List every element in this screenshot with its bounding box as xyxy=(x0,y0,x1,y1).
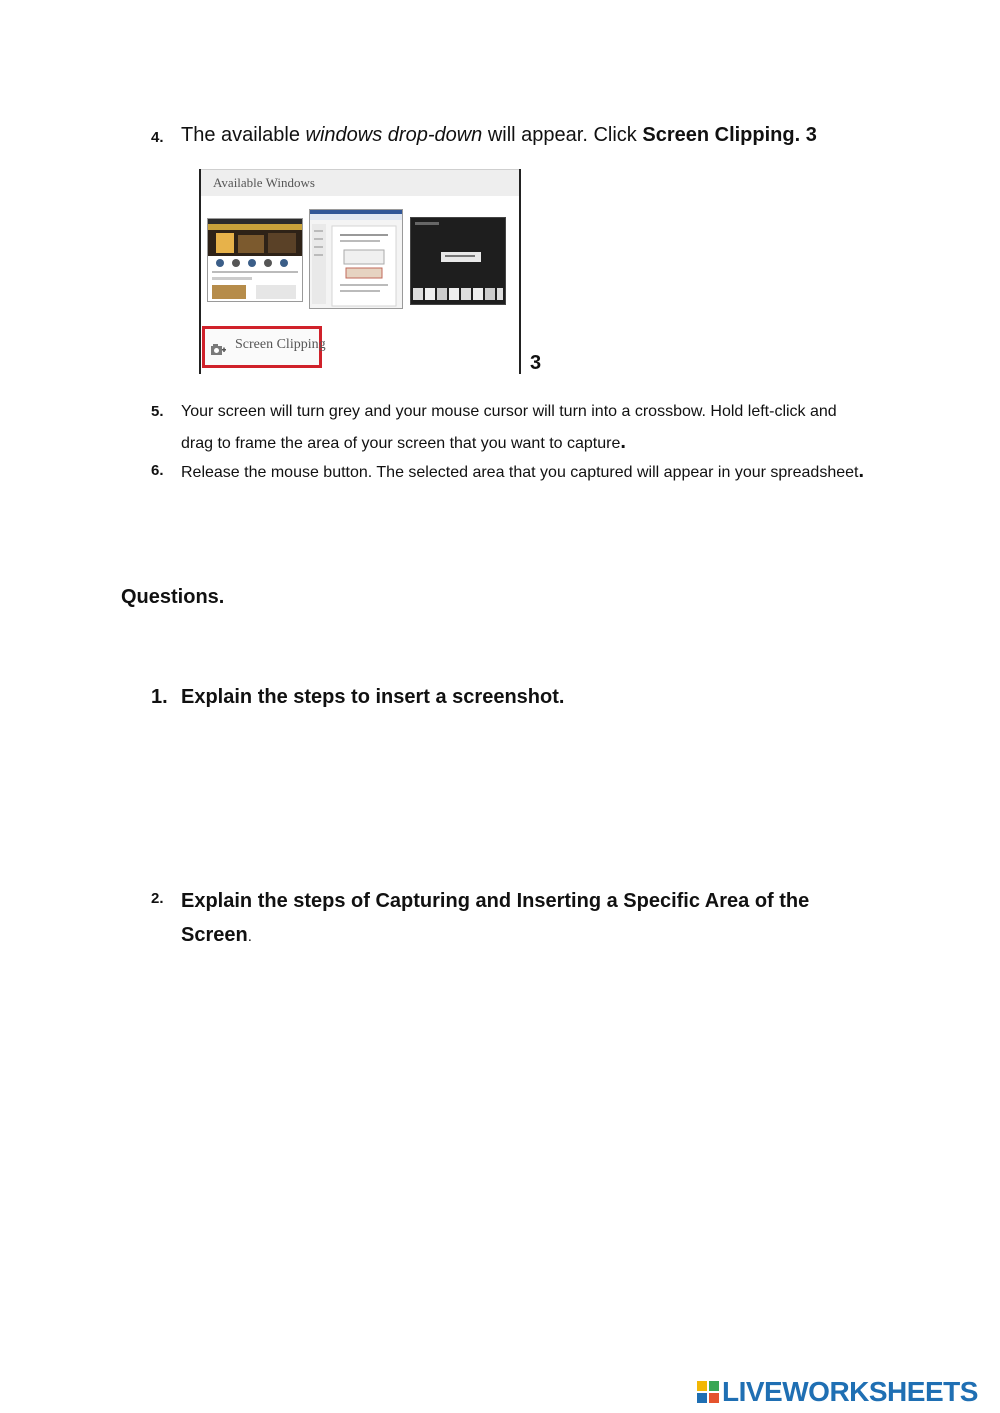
liveworksheets-logo-icon xyxy=(697,1381,719,1403)
question-text xyxy=(181,884,861,954)
available-windows-title: Available Windows xyxy=(213,175,315,190)
question-text: Explain the steps to insert a screenshot. xyxy=(181,686,565,708)
step-text-bold: Screen Clipping. 3 xyxy=(642,124,817,146)
window-thumbnail-dark-app xyxy=(410,217,506,305)
step-text-start: The available xyxy=(181,124,306,146)
questions-heading: Questions. xyxy=(121,586,225,608)
window-thumbnail-document xyxy=(309,209,403,309)
step-number: 6. xyxy=(151,462,164,479)
step-text xyxy=(181,456,871,488)
website-thumbnail-image xyxy=(208,219,302,301)
question-number: 1. xyxy=(151,686,168,708)
figure-right-border xyxy=(519,169,521,374)
question-end: . xyxy=(247,928,252,945)
step-text xyxy=(181,397,871,459)
figure-step-number: 3 xyxy=(530,352,542,374)
step-body: Release the mouse button. The selected area that you captured will appear in your spreadsheet xyxy=(181,464,859,481)
figure-left-border xyxy=(199,169,201,374)
available-windows-screenshot xyxy=(199,169,522,374)
document-thumbnail-image xyxy=(310,210,402,308)
step-text-middle: will appear. Click xyxy=(482,124,643,146)
screen-clipping-button[interactable] xyxy=(202,326,326,368)
step-number: 5. xyxy=(151,403,164,420)
screen-clipping-label: Screen Clipping xyxy=(235,337,326,352)
step-number: 4. xyxy=(151,129,164,146)
question-number: 2. xyxy=(151,890,164,907)
brand-name: LIVEWORKSHEETS xyxy=(722,1376,978,1407)
step-body: Your screen will turn grey and your mouse cursor will turn into a crossbow. Hold left-click and drag to frame the area of your screen that you want to capture xyxy=(181,403,837,452)
question-body: Explain the steps of Capturing and Inserting a Specific Area of the Screen xyxy=(181,890,810,946)
step-end: . xyxy=(858,460,865,482)
camera-icon xyxy=(210,341,226,357)
dark-app-thumbnail-image xyxy=(411,218,505,304)
step-text xyxy=(181,124,817,147)
available-windows-header xyxy=(201,169,519,196)
step-text-italic: windows drop-down xyxy=(305,124,483,146)
step-end: . xyxy=(620,431,626,453)
window-thumbnail-website xyxy=(207,218,303,302)
